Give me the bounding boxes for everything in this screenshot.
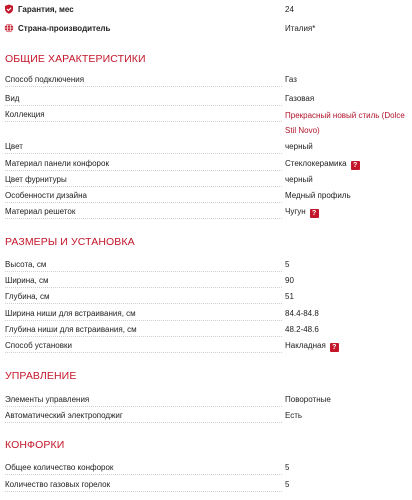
spec-value: 5 (285, 463, 290, 472)
spec-value: Медный профиль (285, 191, 351, 200)
spec-label: Гарантия, мес (18, 5, 74, 14)
spec-value: 24 (285, 5, 294, 14)
help-icon[interactable]: ? (330, 343, 339, 352)
spec-label: Коллекция (5, 110, 45, 119)
help-icon[interactable]: ? (351, 161, 360, 170)
spec-label: Элементы управления (5, 395, 90, 404)
globe-icon (4, 23, 14, 33)
spec-label: Цвет фурнитуры (5, 175, 67, 184)
spec-label: Ширина ниши для встраивания, см (5, 309, 136, 318)
spec-row (0, 70, 412, 89)
spec-value: Поворотные (285, 395, 331, 404)
spec-value: 90 (285, 276, 294, 285)
spec-value: 5 (285, 480, 290, 489)
spec-row (0, 336, 412, 355)
spec-value: черный (285, 142, 313, 151)
section-title-general: ОБЩИЕ ХАРАКТЕРИСТИКИ (5, 53, 146, 65)
spec-label: Глубина, см (5, 292, 50, 301)
help-icon[interactable]: ? (310, 209, 319, 218)
spec-value: Есть (285, 411, 303, 420)
spec-row (0, 475, 412, 494)
section-title-dimensions: РАЗМЕРЫ И УСТАНОВКА (5, 236, 135, 248)
spec-value: Чугун (285, 207, 306, 216)
spec-label: Особенности дизайна (5, 191, 87, 200)
spec-value: Стеклокерамика (285, 159, 347, 168)
spec-value: Газовая (285, 94, 315, 103)
collection-link[interactable]: Прекрасный новый стиль (Dolce Stil Novo) (285, 111, 405, 135)
spec-value: 48.2-48.6 (285, 325, 319, 334)
spec-row (0, 105, 412, 139)
spec-label: Цвет (5, 142, 23, 151)
spec-value-with-help (285, 202, 319, 221)
spec-label: Автоматический электроподжиг (5, 411, 123, 420)
spec-value-with-help (285, 336, 339, 355)
dotted-leader (5, 121, 282, 122)
spec-label: Вид (5, 94, 20, 103)
spec-row-country (0, 19, 412, 38)
spec-row (0, 406, 412, 425)
spec-label: Глубина ниши для встраивания, см (5, 325, 137, 334)
spec-row-warranty (0, 0, 412, 19)
spec-label: Количество газовых горелок (5, 480, 111, 489)
dotted-leader (5, 491, 282, 492)
spec-value: Италия* (285, 24, 316, 33)
spec-label: Ширина, см (5, 276, 49, 285)
spec-label: Материал панели конфорок (5, 159, 109, 168)
spec-label: Высота, см (5, 260, 47, 269)
dotted-leader (5, 86, 282, 87)
spec-value: 84.4-84.8 (285, 309, 319, 318)
spec-label: Способ подключения (5, 75, 85, 84)
spec-value: Газ (285, 75, 297, 84)
shield-check-icon (4, 4, 14, 14)
dotted-leader (5, 352, 282, 353)
spec-value: 51 (285, 292, 294, 301)
spec-value: Накладная (285, 341, 326, 350)
spec-label: Материал решеток (5, 207, 76, 216)
spec-label: Страна-производитель (18, 24, 111, 33)
dotted-leader (5, 422, 282, 423)
spec-label: Общее количество конфорок (5, 463, 114, 472)
spec-value: 5 (285, 260, 290, 269)
dotted-leader (5, 218, 282, 219)
spec-label: Способ установки (5, 341, 72, 350)
spec-value: черный (285, 175, 313, 184)
section-title-control: УПРАВЛЕНИЕ (5, 370, 77, 382)
section-title-burners: КОНФОРКИ (5, 439, 65, 451)
spec-row (0, 202, 412, 221)
